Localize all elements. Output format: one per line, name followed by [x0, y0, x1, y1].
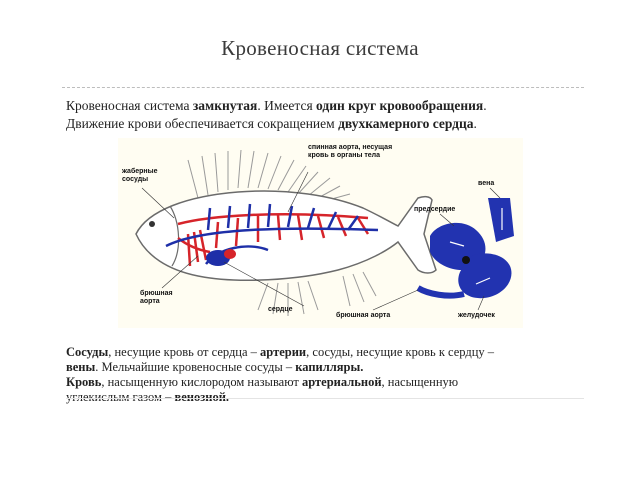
intro-line-1 [66, 97, 606, 115]
body-bold-term: артериальной [302, 375, 382, 389]
label-dorsal-aorta: спинная аорта, несущая кровь в органы тела [308, 144, 393, 159]
intro-text: Движение крови обеспечивается сокращением [66, 116, 339, 131]
label-vein: вена [478, 180, 495, 187]
intro-bold-term: замкнутая [192, 98, 258, 113]
body-bold-term: капилляры. [295, 360, 364, 374]
intro-text: . Имеется [257, 98, 317, 113]
label-ventral-aorta-left: брюшная аорта [140, 290, 173, 305]
body-bold-term: венозной. [174, 390, 230, 404]
body-line-1 [66, 345, 584, 360]
label-ventricle: желудочек [458, 312, 495, 319]
label-gill-vessels: жаберные сосуды [122, 168, 158, 183]
body-text: углекислым газом – [66, 390, 175, 404]
intro-paragraph [66, 97, 606, 133]
body-paragraph [66, 345, 584, 405]
body-text: , насыщенную [381, 375, 459, 389]
body-text: , несущие кровь от сердца – [108, 345, 261, 359]
circulatory-diagram [118, 138, 523, 328]
body-line-3 [66, 375, 584, 390]
intro-line-2 [66, 115, 606, 133]
body-text: . Мельчайшие кровеносные сосуды – [95, 360, 296, 374]
fish-eye [149, 221, 155, 227]
intro-text: . [473, 116, 477, 131]
label-heart: сердце [268, 306, 293, 313]
bottom-divider [66, 398, 584, 399]
intro-bold-term: один круг кровообращения [316, 98, 484, 113]
label-atrium: предсердие [414, 206, 456, 213]
fish-body-outline [136, 191, 436, 280]
page-title: Кровеносная система [221, 36, 419, 60]
body-bold-term: Сосуды [66, 345, 109, 359]
body-bold-term: вены [66, 360, 96, 374]
intro-text: . [483, 98, 487, 113]
body-text: , насыщенную кислородом называют [101, 375, 302, 389]
body-text: , сосуды, несущие кровь к сердцу – [306, 345, 495, 359]
body-bold-term: Кровь [66, 375, 102, 389]
intro-bold-term: двухкамерного сердца [338, 116, 474, 131]
body-bold-term: артерии [260, 345, 307, 359]
title-divider [62, 87, 584, 88]
label-ventral-aorta-bottom: брюшная аорта [336, 312, 391, 319]
body-line-2 [66, 360, 584, 375]
intro-text: Кровеносная система [66, 98, 193, 113]
